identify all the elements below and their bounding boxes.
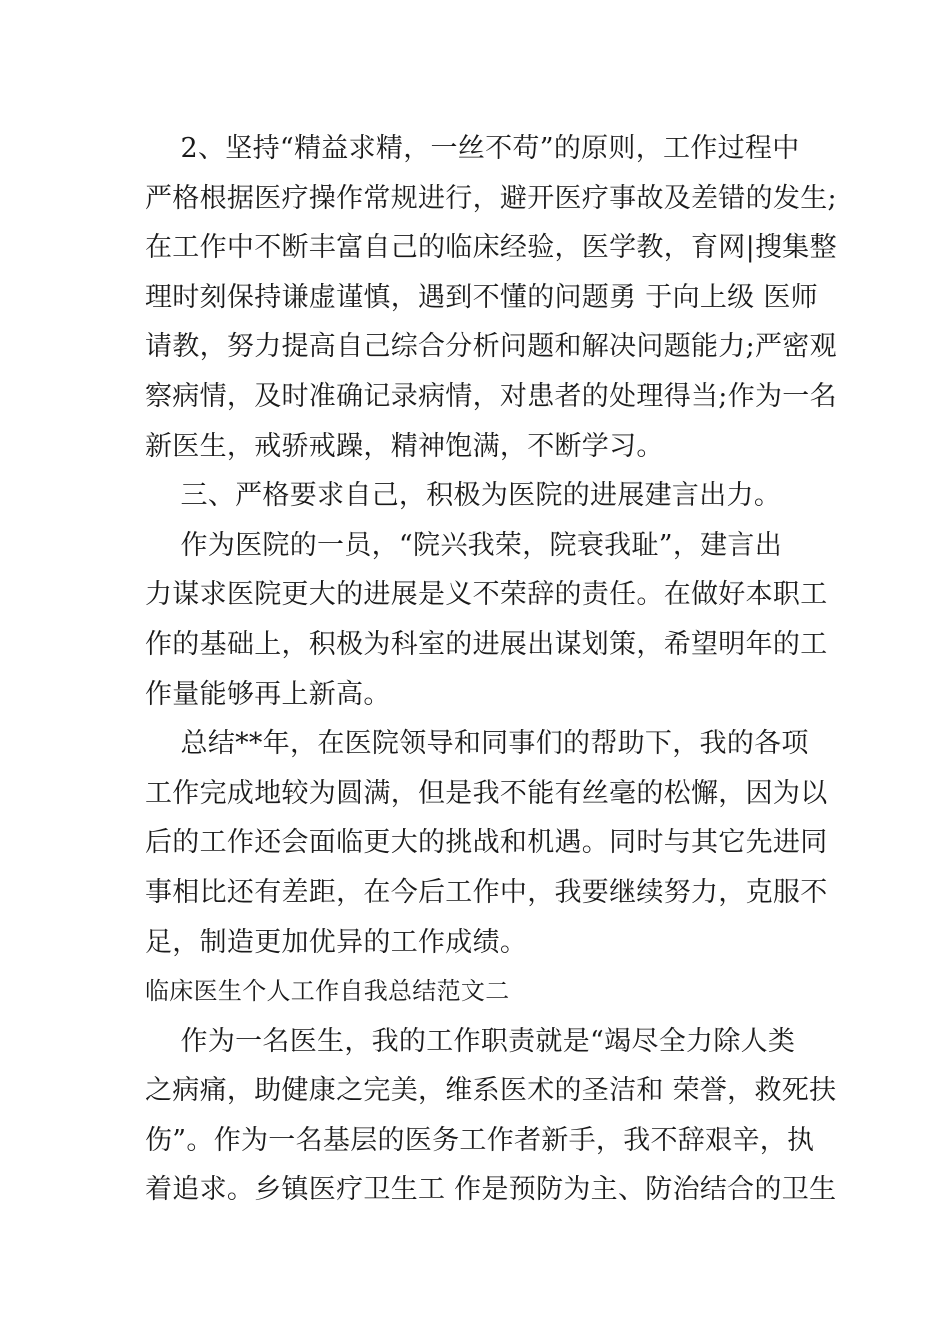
paragraph-line: 作为医院的一员，“院兴我荣，院衰我耻”，建言出	[145, 529, 783, 561]
section-heading: 临床医生个人工作自我总结范文二	[145, 977, 510, 1006]
paragraph-line: 作的基础上，积极为科室的进展出谋划策，希望明年的工	[145, 628, 828, 660]
paragraph-line: 请教，努力提高自己综合分析问题和解决问题能力;严密观	[145, 331, 837, 363]
paragraph-line: 足，制造更加优异的工作成绩。	[145, 926, 528, 958]
paragraph-line: 三、严格要求自己，积极为医院的进展建言出力。	[145, 480, 782, 512]
paragraph-line: 伤”。作为一名基层的医务工作者新手，我不辞艰辛，执	[145, 1124, 815, 1156]
paragraph-line: 之病痛，助健康之完美，维系医术的圣洁和 荣誉，救死扶	[145, 1075, 837, 1107]
paragraph-line: 事相比还有差距，在今后工作中，我要继续努力，克服不	[145, 876, 828, 908]
document-body	[145, 124, 837, 1215]
paragraph-line: 在工作中不断丰富自己的临床经验，医学教，育网|搜集整	[145, 232, 837, 264]
paragraph-line: 工作完成地较为圆满，但是我不能有丝毫的松懈，因为以	[145, 777, 828, 809]
paragraph-line: 作为一名医生，我的工作职责就是“竭尽全力除人类	[145, 1025, 796, 1057]
paragraph-line: 察病情，及时准确记录病情，对患者的处理得当;作为一名	[145, 380, 837, 412]
paragraph-line: 理时刻保持谦虚谨慎，遇到不懂的问题勇 于向上级 医师	[145, 281, 818, 313]
paragraph-line: 总结**年，在医院领导和同事们的帮助下，我的各项	[145, 728, 809, 760]
paragraph-line: 新医生，戒骄戒躁，精神饱满，不断学习。	[145, 430, 664, 462]
paragraph-line: 着追求。乡镇医疗卫生工 作是预防为主、防治结合的卫生	[145, 1174, 837, 1206]
paragraph-line: 作量能够再上新高。	[145, 678, 391, 710]
paragraph-line: 严格根据医疗操作常规进行，避开医疗事故及差错的发生;	[145, 182, 837, 214]
paragraph-line: 后的工作还会面临更大的挑战和机遇。同时与其它先进同	[145, 827, 828, 859]
paragraph-line: 力谋求医院更大的进展是义不荣辞的责任。在做好本职工	[145, 579, 828, 611]
paragraph-line: 2、坚持“精益求精，一丝不苟”的原则，工作过程中	[145, 133, 800, 164]
